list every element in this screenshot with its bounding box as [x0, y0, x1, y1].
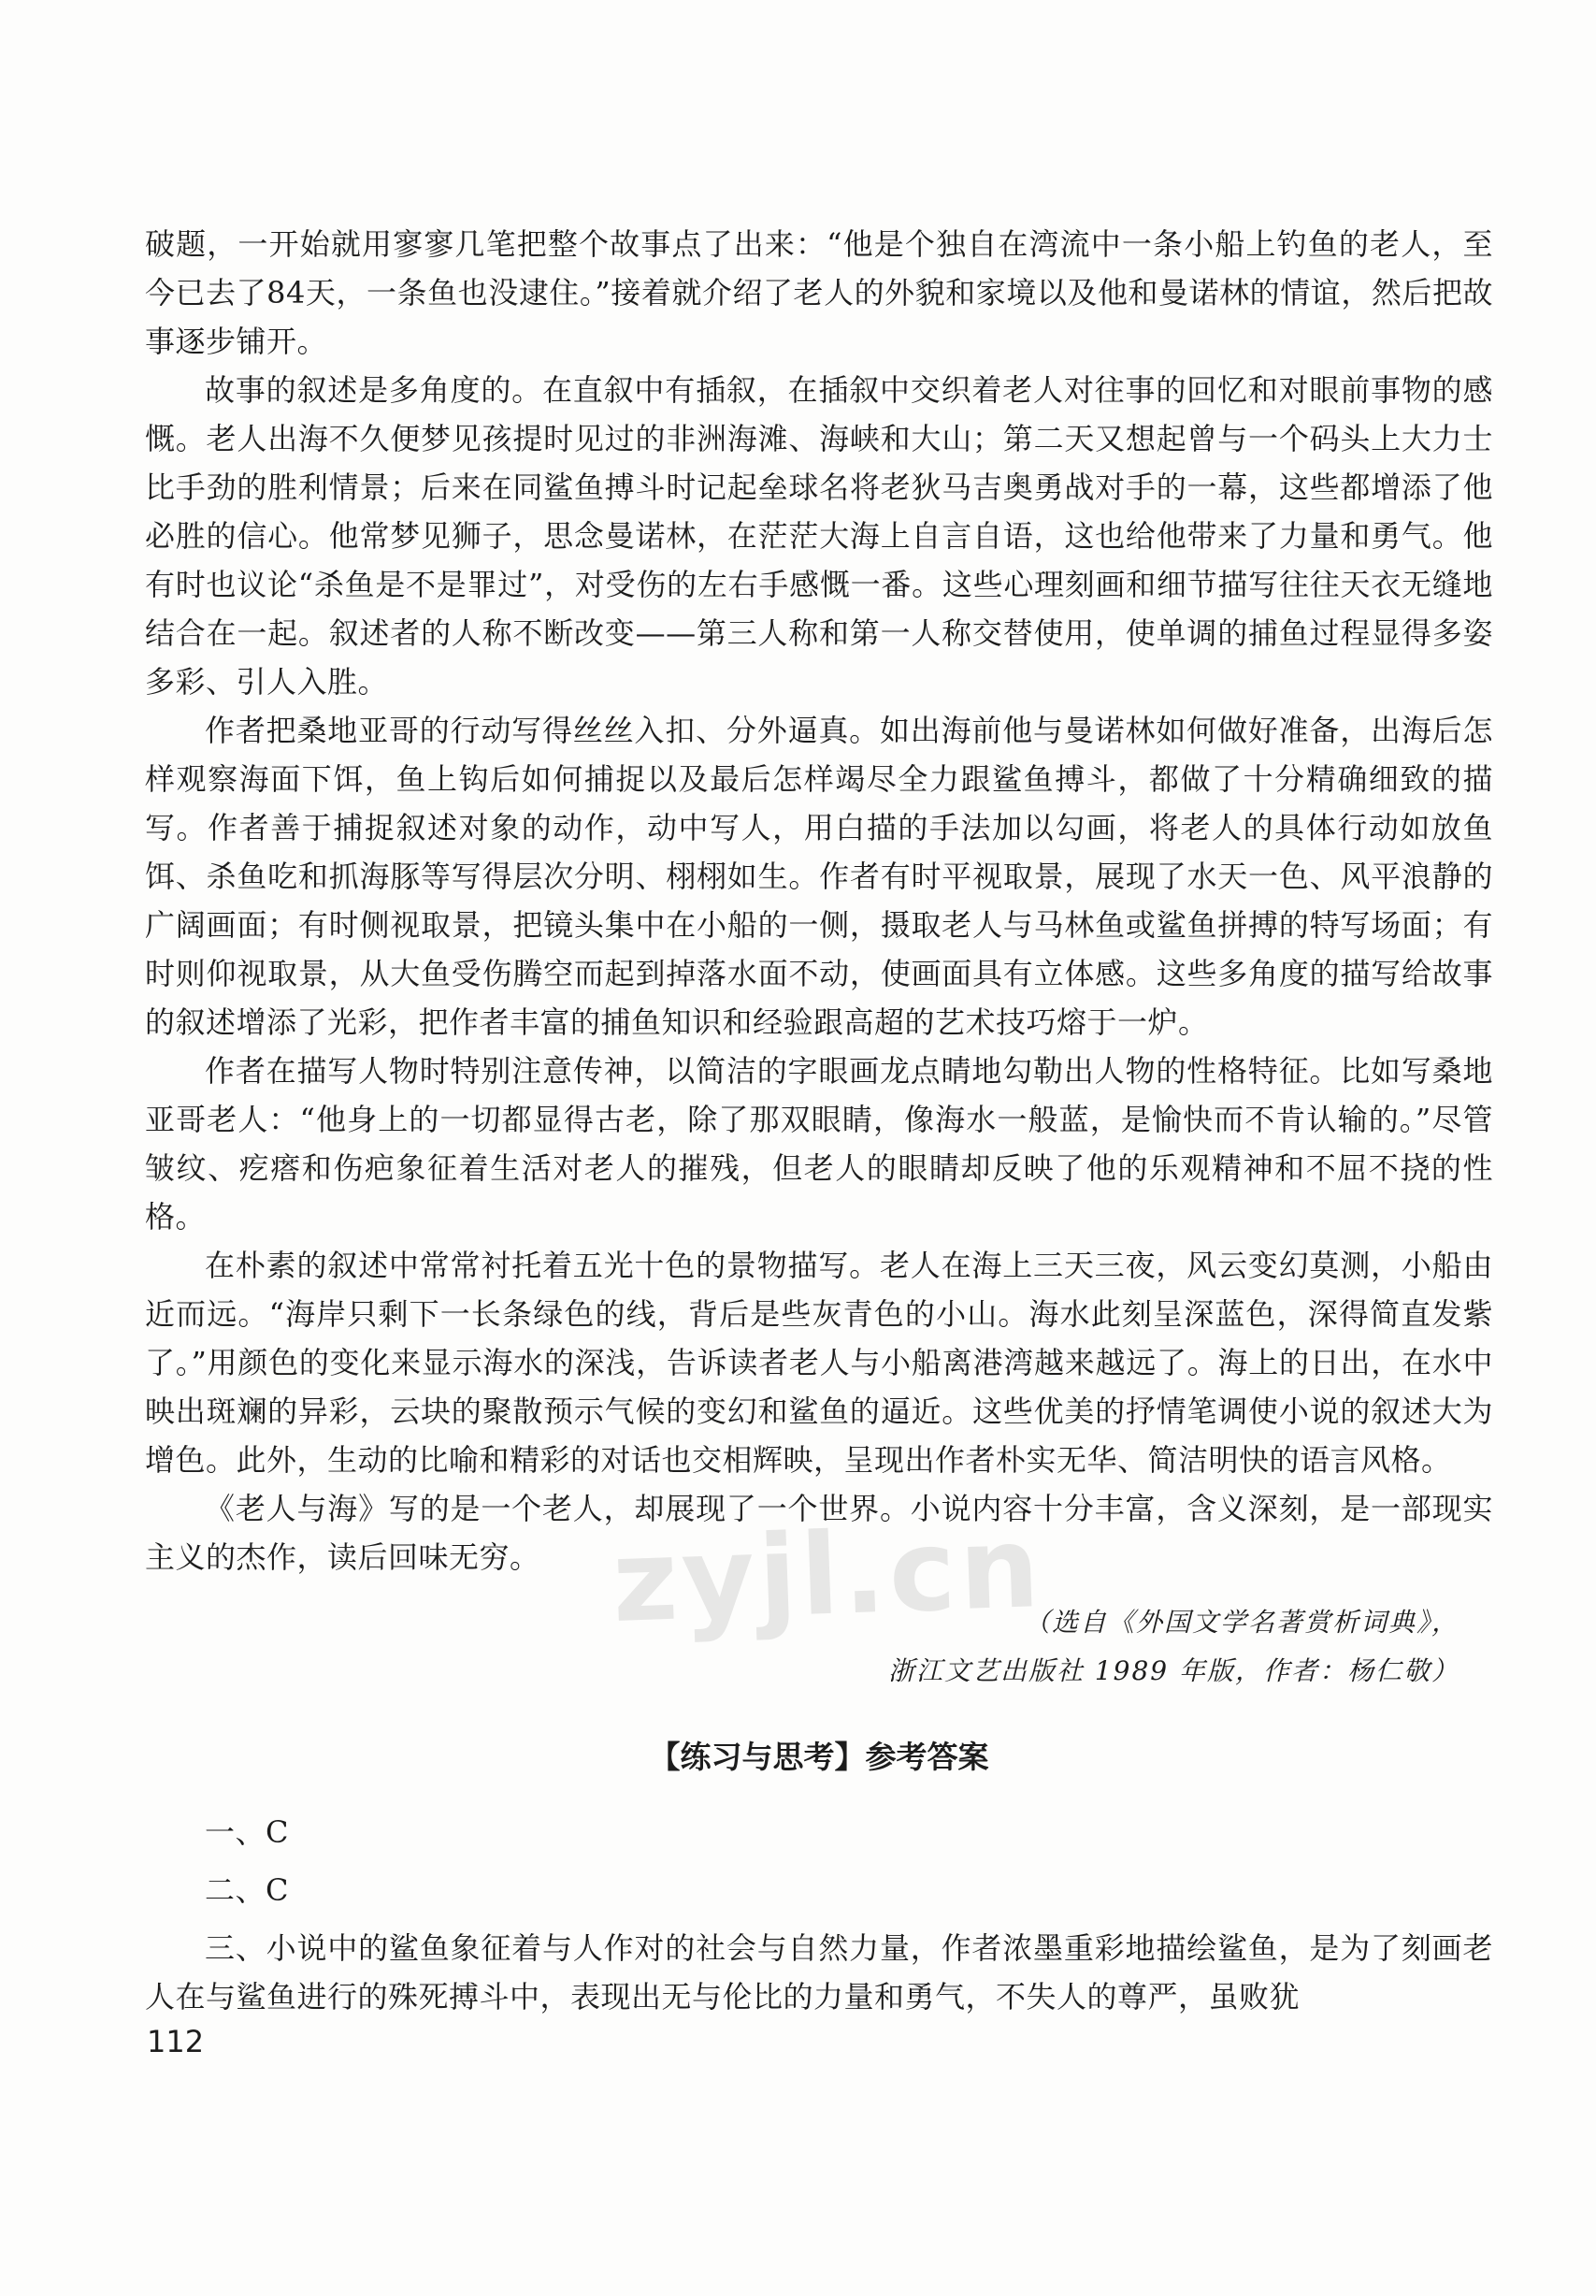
section-title: 【练习与思考】参考答案 — [649, 1739, 989, 1775]
paragraph-6: 《老人与海》写的是一个老人，却展现了一个世界。小说内容十分丰富，含义深刻，是一部现实主义的杰作，读后回味无穷。 — [145, 1491, 1493, 1575]
answer-1: 一、C — [205, 1814, 289, 1850]
paragraph-2: 故事的叙述是多角度的。在直叙中有插叙，在插叙中交织着老人对往事的回忆和对眼前事物的感慨。老人出海不久便梦见孩提时见过的非洲海滩、海峡和大山；第二天又想起曾与一个码头上大力士比手劲的胜利情景；后来在同鲨鱼搏斗时记起垒球名将老狄马吉奥勇战对手的一幕，这些都增添了他必胜的信心。他常梦见狮子，思念曼诺林，在茫茫大海上自言自语，这也给他带来了力量和勇气。他有时也议论“杀鱼是不是罪过”，对受伤的左右手感慨一番。这些心理刻画和细节描写往往天衣无缝地结合在一起。叙述者的人称不断改变——第三人称和第一人称交替使用，使单调的捕鱼过程显得多姿多彩、引人入胜。 — [145, 372, 1493, 700]
watermark: zyjl.cn — [610, 1503, 1045, 1648]
answer-3: 三、小说中的鲨鱼象征着与人作对的社会与自然力量，作者浓墨重彩地描绘鲨鱼，是为了刻画老人在与鲨鱼进行的殊死搏斗中，表现出无与伦比的力量和勇气，不失人的尊严，虽败犹 — [145, 1930, 1493, 2014]
paragraph-5: 在朴素的叙述中常常衬托着五光十色的景物描写。老人在海上三天三夜，风云变幻莫测，小船由近而远。“海岸只剩下一长条绿色的线，背后是些灰青色的小山。海水此刻呈深蓝色，深得简直发紫了。”用颜色的变化来显示海水的深浅，告诉读者老人与小船离港湾越来越远了。海上的日出，在水中映出斑斓的异彩，云块的聚散预示气候的变幻和鲨鱼的逼近。这些优美的抒情笔调使小说的叙述大为增色。此外，生动的比喻和精彩的对话也交相辉映，呈现出作者朴实无华、简洁明快的语言风格。 — [145, 1248, 1493, 1478]
source-line-1: （选自《外国文学名著赏析词典》， — [1023, 1607, 1459, 1638]
paragraph-1: 破题，一开始就用寥寥几笔把整个故事点了出来：“他是个独自在湾流中一条小船上钓鱼的老人，至今已去了84天，一条鱼也没逮住。”接着就介绍了老人的外貌和家境以及他和曼诺林的情谊，然后把故事逐步铺开。 — [145, 226, 1493, 359]
source-citation — [145, 1598, 1493, 1696]
page-number: 112 — [147, 2024, 205, 2059]
page-content — [145, 220, 1493, 2021]
paragraph-3: 作者把桑地亚哥的行动写得丝丝入扣、分外逼真。如出海前他与曼诺林如何做好准备，出海后怎样观察海面下饵，鱼上钩后如何捕捉以及最后怎样竭尽全力跟鲨鱼搏斗，都做了十分精确细致的描写。作者善于捕捉叙述对象的动作，动中写人，用白描的手法加以勾画，将老人的具体行动如放鱼饵、杀鱼吃和抓海豚等写得层次分明、栩栩如生。作者有时平视取景，展现了水天一色、风平浪静的广阔画面；有时侧视取景，把镜头集中在小船的一侧，摄取老人与马林鱼或鲨鱼拼搏的特写场面；有时则仰视取景，从大鱼受伤腾空而起到掉落水面不动，使画面具有立体感。这些多角度的描写给故事的叙述增添了光彩，把作者丰富的捕鱼知识和经验跟高超的艺术技巧熔于一炉。 — [145, 713, 1493, 1040]
paragraph-4: 作者在描写人物时特别注意传神，以简洁的字眼画龙点睛地勾勒出人物的性格特征。比如写桑地亚哥老人：“他身上的一切都显得古老，除了那双眼睛，像海水一般蓝，是愉快而不肯认输的。”尽管皱纹、疙瘩和伤疤象征着生活对老人的摧残，但老人的眼睛却反映了他的乐观精神和不屈不挠的性格。 — [145, 1053, 1493, 1235]
answer-2: 二、C — [205, 1872, 289, 1908]
source-line-2: 浙江文艺出版社 1989 年版，作者：杨仁敬） — [887, 1655, 1459, 1686]
